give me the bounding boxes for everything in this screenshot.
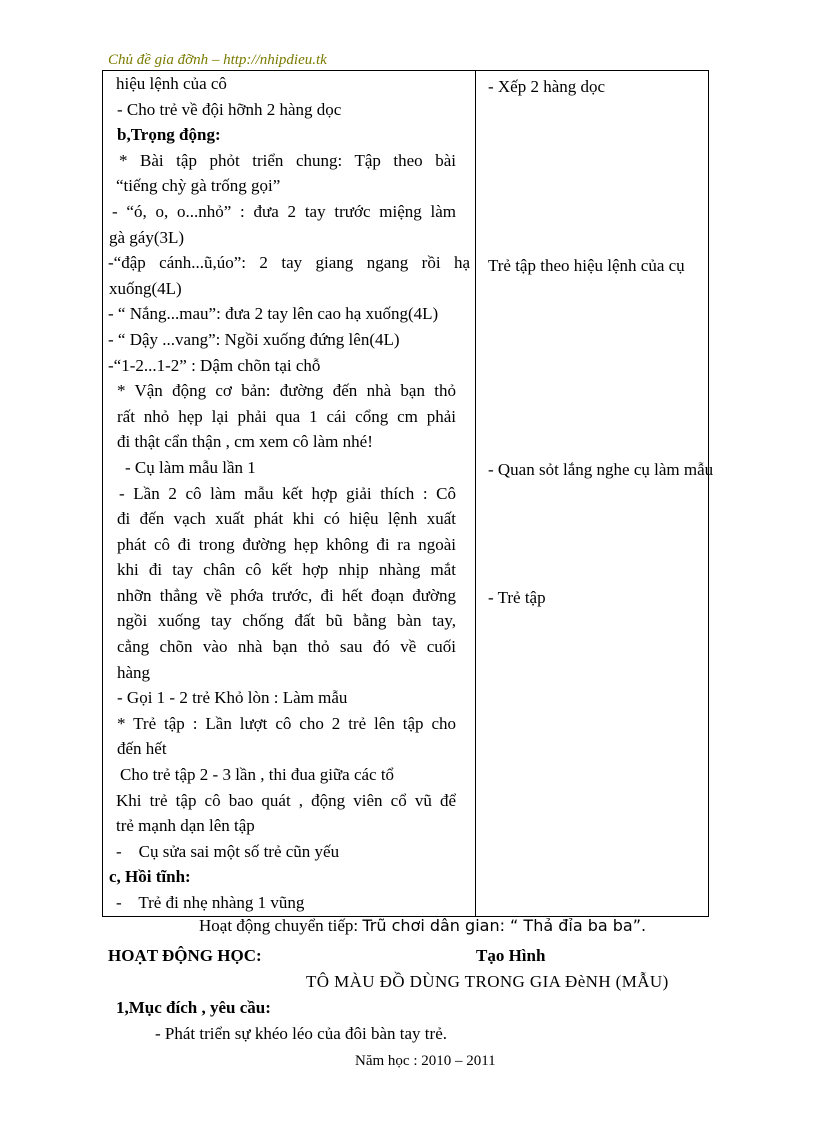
purpose-heading: 1,Mục đích , yêu cầu:: [116, 998, 271, 1017]
text-line: xuống(4L): [109, 278, 182, 298]
text-line: - “ Dậy ...vang”: Ngồi xuống đứng lên(4L): [108, 329, 400, 349]
page-header: Chủ đề gia đỡnh – http://nhipdieu.tk: [108, 52, 327, 68]
next-activity: [199, 916, 646, 936]
text-line: Khi trẻ tập cô bao quát , động viên cổ vũ để: [116, 790, 456, 810]
child-activities-cell: [475, 71, 714, 917]
text-line: - Cho trẻ về đội hỡnh 2 hàng dọc: [117, 99, 342, 119]
text-line: -“1-2...1-2” : Dậm chõn tại chỗ: [108, 355, 321, 375]
text-line: đến hết: [117, 739, 167, 759]
lesson-table: [102, 70, 714, 917]
child-note: - Trẻ tập: [487, 588, 546, 607]
teacher-activities-cell: [103, 71, 476, 917]
text-line: khi đi tay chân cô kết hợp nhịp nhàng mắt: [117, 560, 456, 580]
child-note: Trẻ tập theo hiệu lệnh của cụ: [487, 256, 685, 275]
text-line: đi đến vạch xuất phát khi có hiệu lệnh xuất: [117, 509, 456, 529]
text-line: - “ Nắng...mau”: đưa 2 tay lên cao hạ xuống(4L): [108, 304, 439, 324]
child-note: - Xếp 2 hàng dọc: [487, 77, 606, 96]
text-line: gà gáy(3L): [109, 227, 185, 247]
page-footer: Năm học : 2010 – 2011: [355, 1053, 496, 1069]
learning-activity-label: HOẠT ĐỘNG HỌC:: [108, 946, 262, 965]
text-line: * Trẻ tập : Lần lượt cô cho 2 trẻ lên tập cho: [117, 713, 456, 733]
text-line: hiệu lệnh của cô: [116, 74, 227, 93]
next-activity-label: Hoạt động chuyển tiếp:: [199, 916, 363, 935]
text-line: - Cụ sửa sai một số trẻ cũn yếu: [116, 841, 340, 861]
purpose-item: - Phát triển sự khéo léo của đôi bàn tay trẻ.: [155, 1024, 447, 1043]
text-line: hàng: [117, 662, 151, 682]
next-activity-value: Trũ chơi dân gian: “ Thả đỉa ba ba”.: [362, 916, 647, 935]
text-line: - Trẻ đi nhẹ nhàng 1 vũng: [116, 893, 305, 912]
text-line: cẳng chõn vào nhà bạn thỏ sau đó về cuối: [117, 637, 456, 657]
text-line: ngồi xuống tay chống đất bũ bằng bàn tay,: [117, 611, 456, 631]
text-line: -“đập cánh...ũ,úo”: 2 tay giang ngang rồi hạ: [108, 253, 470, 273]
text-line: “tiếng chỳ gà trống gọi”: [116, 176, 281, 196]
child-note: - Quan sỏt lắng nghe cụ làm mẫu: [487, 460, 714, 479]
lesson-title: TÔ MÀU ĐỒ DÙNG TRONG GIA ĐèNH (MẪU): [306, 972, 669, 991]
subject-title: Tạo Hình: [476, 946, 546, 965]
text-line: - “ó, o, o...nhỏ” : đưa 2 tay trước miệng làm: [112, 201, 456, 221]
text-line: phát cô đi trong đường hẹp không đi ra ngoài: [117, 534, 456, 554]
text-line: - Cụ làm mẫu lần 1: [125, 457, 256, 477]
section-heading: c, Hồi tĩnh:: [109, 867, 191, 887]
section-heading: b,Trọng động:: [117, 125, 221, 145]
text-line: * Vận động cơ bản: đường đến nhà bạn thỏ: [117, 381, 456, 401]
text-line: đi thật cẩn thận , cm xem cô làm nhé!: [117, 432, 373, 452]
text-line: rất nhỏ hẹp lại phải qua 1 cái cổng cm phải: [117, 406, 456, 426]
text-line: - Gọi 1 - 2 trẻ Khỏ lòn : Làm mẫu: [117, 688, 348, 708]
text-line: * Bài tập phỏt triển chung: Tập theo bài: [119, 150, 456, 170]
text-line: nhỡn thẳng về phớa trước, đi hết đoạn đường: [117, 585, 456, 605]
text-line: trẻ mạnh dạn lên tập: [116, 816, 255, 836]
text-line: Cho trẻ tập 2 - 3 lần , thi đua giữa các tổ: [120, 765, 395, 785]
text-line: - Lần 2 cô làm mẫu kết hợp giải thích : Cô: [119, 483, 456, 503]
